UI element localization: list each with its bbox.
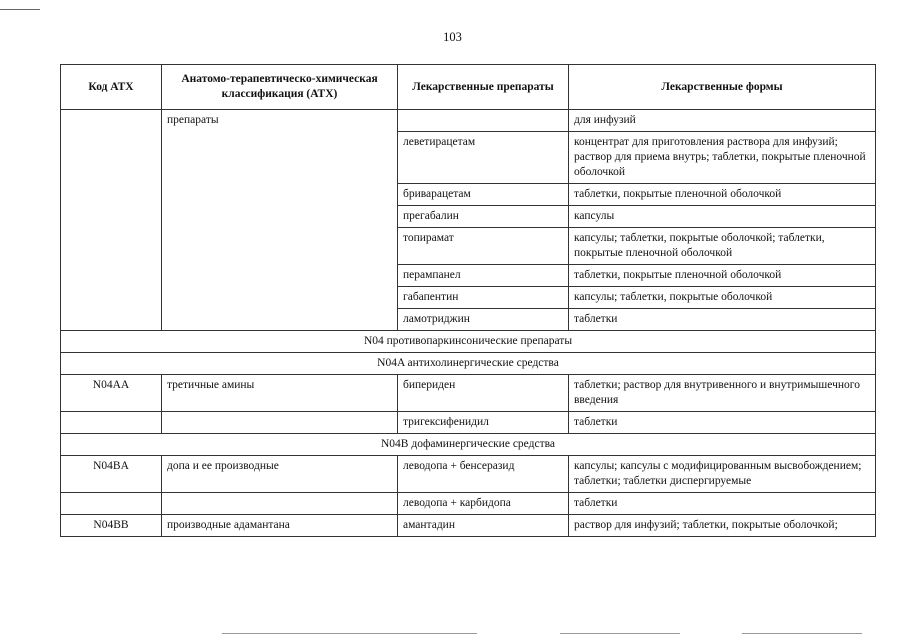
- forms-cell: для инфузий: [569, 110, 876, 132]
- table-row: [61, 456, 876, 493]
- scan-artifact-line: [560, 633, 680, 634]
- scan-artifact-line: [222, 633, 477, 634]
- section-heading-n04a: N04A антихолинергические средства: [61, 353, 876, 375]
- atc-class-cell: [162, 412, 398, 434]
- atc-code-cell: [61, 493, 162, 515]
- forms-cell: таблетки, покрытые пленочной оболочкой: [569, 265, 876, 287]
- section-row: [61, 434, 876, 456]
- forms-cell: капсулы; таблетки, покрытые оболочкой: [569, 287, 876, 309]
- drug-cell: бипериден: [398, 375, 569, 412]
- drug-cell: леводопа + бенсеразид: [398, 456, 569, 493]
- drug-cell: перампанел: [398, 265, 569, 287]
- header-atc-classification: Анатомо-терапевтическо-химическая классификация (АТХ): [162, 65, 398, 110]
- page-number: 103: [443, 30, 462, 44]
- atc-class-cell: [162, 493, 398, 515]
- drug-cell: ламотриджин: [398, 309, 569, 331]
- drug-cell: прегабалин: [398, 206, 569, 228]
- atc-class-cell: препараты: [162, 110, 398, 331]
- forms-cell: таблетки: [569, 412, 876, 434]
- drug-cell: тригексифенидил: [398, 412, 569, 434]
- forms-cell: таблетки: [569, 309, 876, 331]
- atc-class-cell: допа и ее производные: [162, 456, 398, 493]
- drug-cell: леветирацетам: [398, 132, 569, 184]
- scan-artifact-line: [0, 9, 40, 10]
- forms-cell: таблетки; раствор для внутривенного и внутримышечного введения: [569, 375, 876, 412]
- atc-code-cell: N04AA: [61, 375, 162, 412]
- atc-code-cell: N04BB: [61, 515, 162, 537]
- table-row: [61, 412, 876, 434]
- forms-cell: таблетки, покрытые пленочной оболочкой: [569, 184, 876, 206]
- drug-cell: леводопа + карбидопа: [398, 493, 569, 515]
- drug-cell: бриварацетам: [398, 184, 569, 206]
- forms-cell: капсулы; таблетки, покрытые оболочкой; таблетки, покрытые пленочной оболочкой: [569, 228, 876, 265]
- forms-cell: концентрат для приготовления раствора для инфузий; раствор для приема внутрь; таблетки, покрытые пленочной оболочкой: [569, 132, 876, 184]
- header-atc-code: Код АТХ: [61, 65, 162, 110]
- table-header-row: [61, 65, 876, 110]
- atc-class-cell: третичные амины: [162, 375, 398, 412]
- header-drugs: Лекарственные препараты: [398, 65, 569, 110]
- header-dosage-forms: Лекарственные формы: [569, 65, 876, 110]
- scan-artifact-line: [742, 633, 862, 634]
- table-row: [61, 375, 876, 412]
- drug-cell: амантадин: [398, 515, 569, 537]
- drug-cell: топирамат: [398, 228, 569, 265]
- atc-code-cell: [61, 110, 162, 331]
- section-row: [61, 353, 876, 375]
- forms-cell: капсулы: [569, 206, 876, 228]
- table-row: [61, 110, 876, 132]
- forms-cell: раствор для инфузий; таблетки, покрытые оболочкой;: [569, 515, 876, 537]
- forms-cell: таблетки: [569, 493, 876, 515]
- section-heading-n04b: N04B дофаминергические средства: [61, 434, 876, 456]
- atc-table: [60, 64, 876, 537]
- table-row: [61, 515, 876, 537]
- atc-code-cell: [61, 412, 162, 434]
- section-heading-n04: N04 противопаркинсонические препараты: [61, 331, 876, 353]
- forms-cell: капсулы; капсулы с модифицированным высвобождением; таблетки; таблетки диспергируемые: [569, 456, 876, 493]
- drug-cell: габапентин: [398, 287, 569, 309]
- table-row: [61, 493, 876, 515]
- drug-cell: [398, 110, 569, 132]
- section-row: [61, 331, 876, 353]
- atc-code-cell: N04BA: [61, 456, 162, 493]
- atc-class-cell: производные адамантана: [162, 515, 398, 537]
